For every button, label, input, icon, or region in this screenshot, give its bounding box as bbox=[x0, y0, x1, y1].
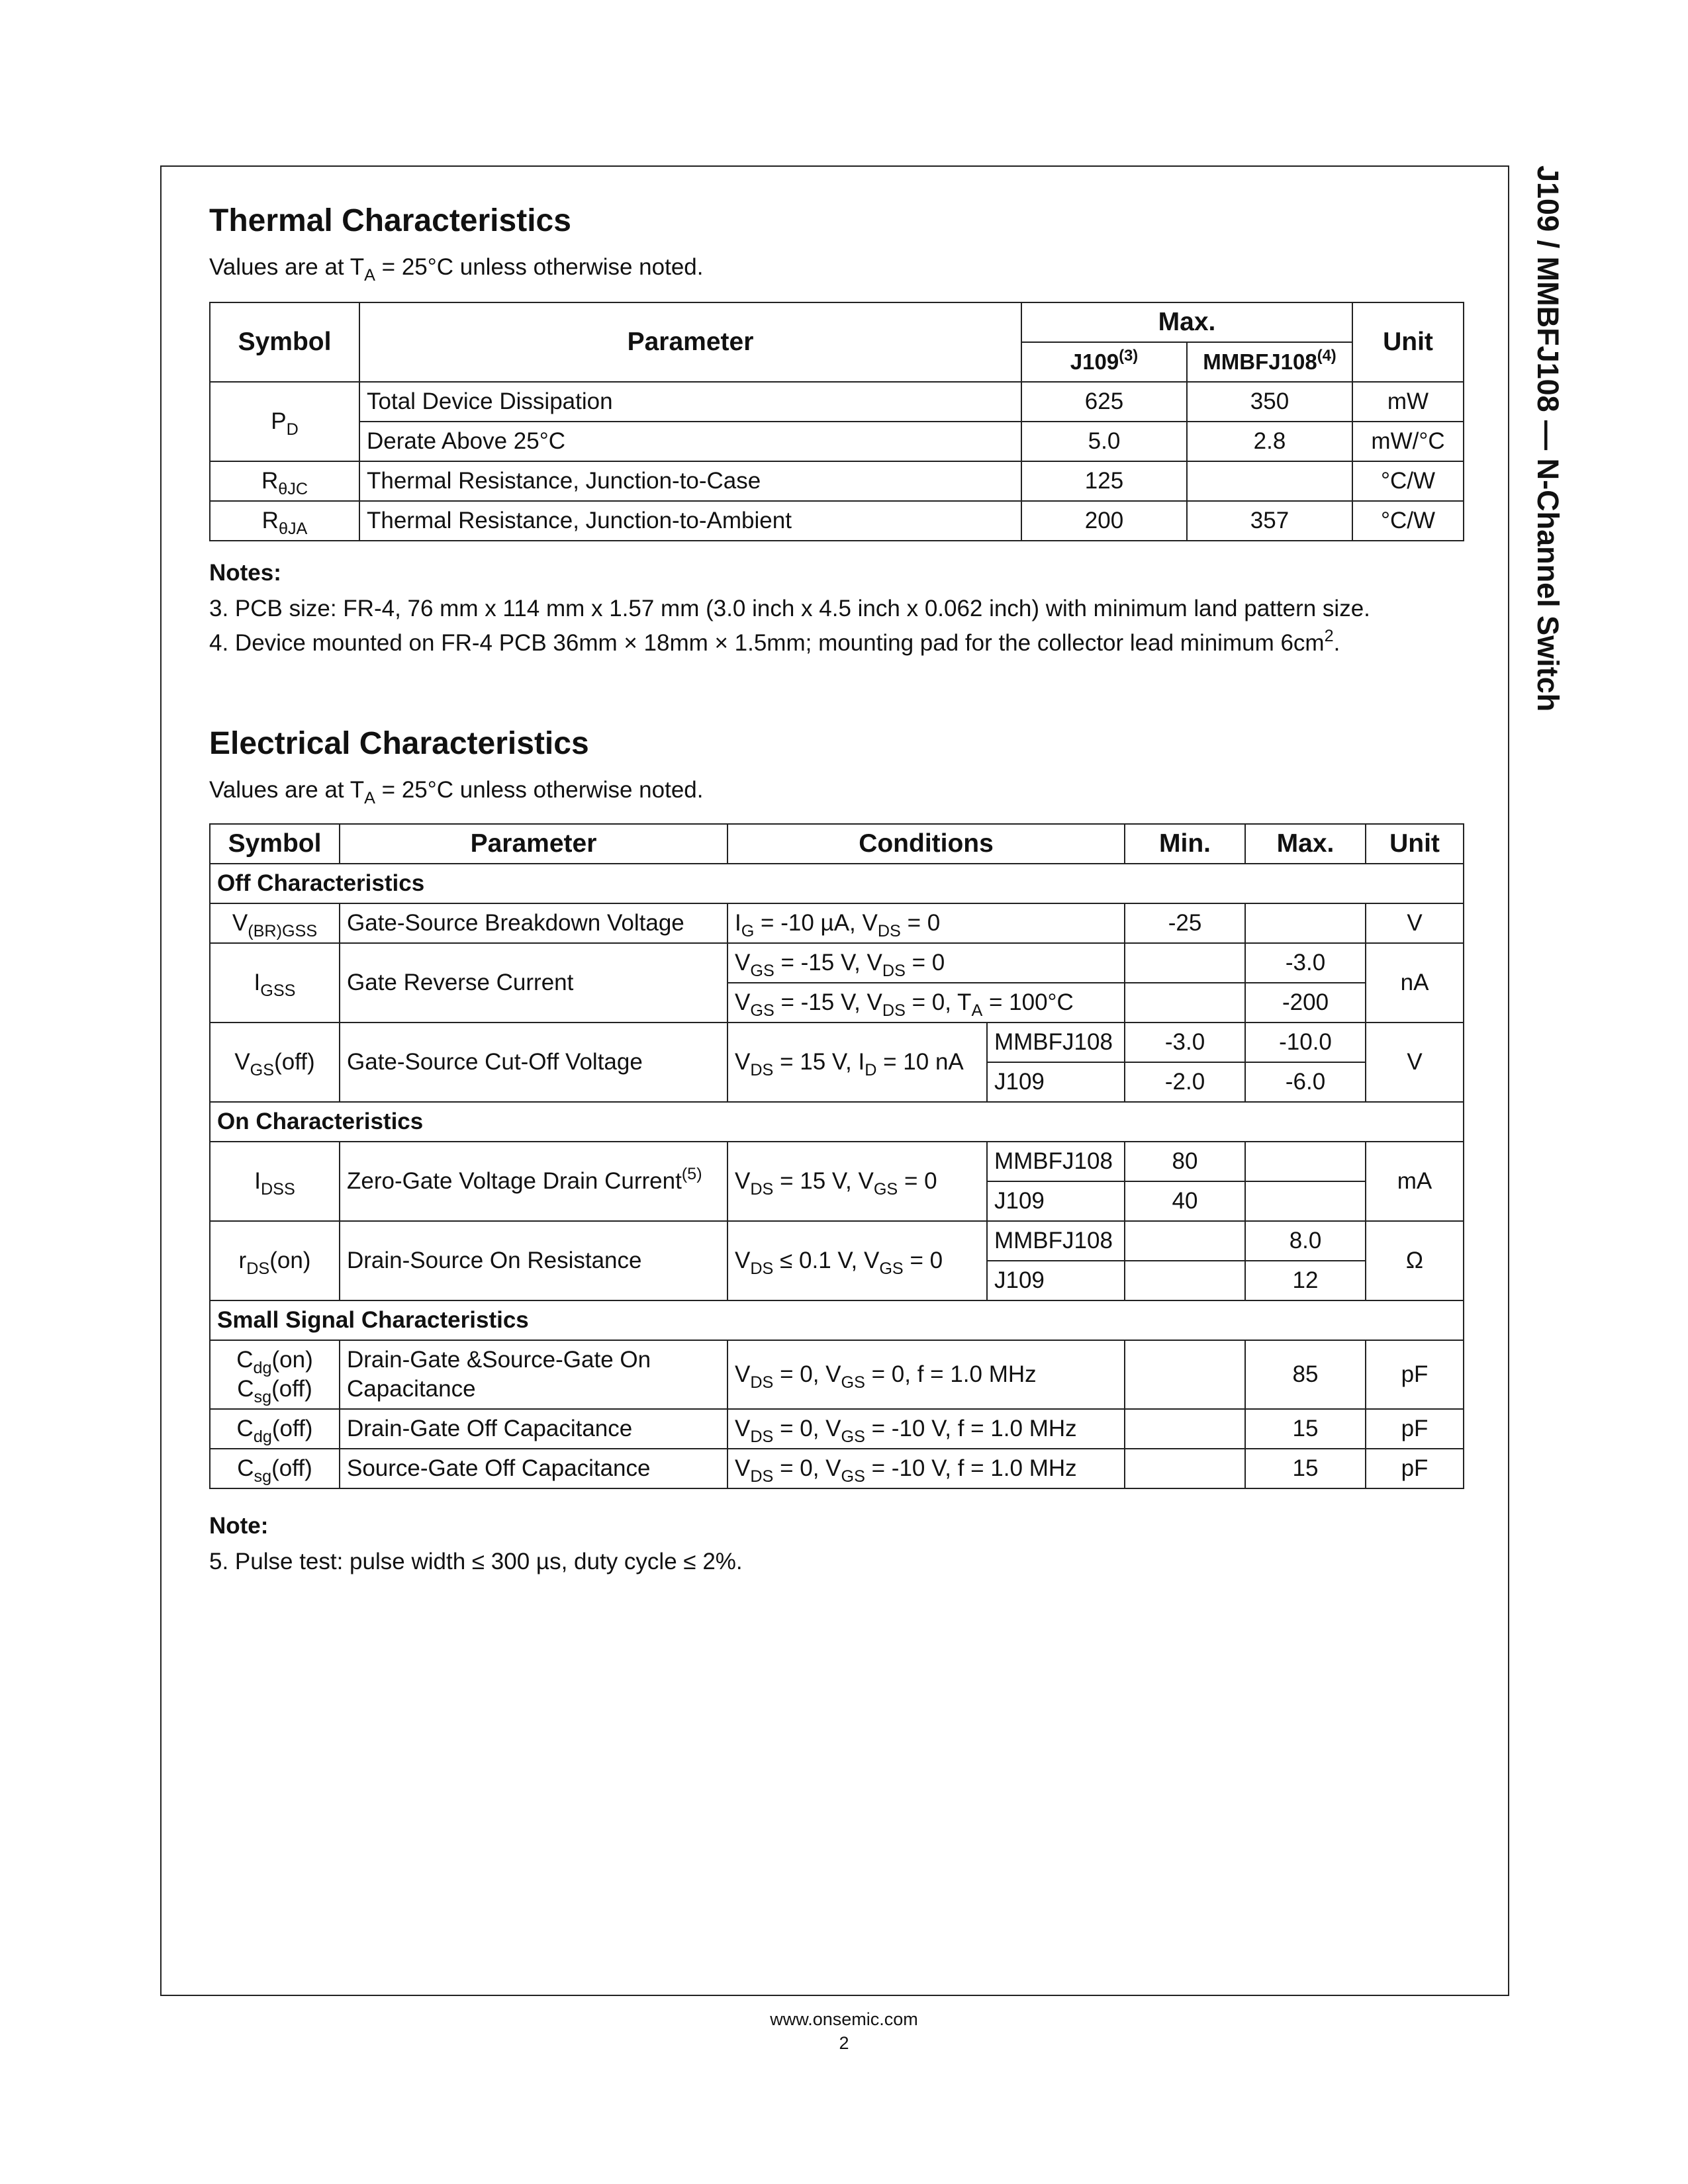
device-cell: MMBFJ108 bbox=[987, 1142, 1125, 1181]
th-symbol: Symbol bbox=[210, 824, 340, 864]
conditions-cell: $V_{GS} = -15$ V, $V_{DS} = 0$, $T_A = 100^\circ C$ bbox=[727, 983, 1125, 1023]
conditions-cell: $I_G = -10$ µA, $V_{DS} = 0$ bbox=[727, 903, 1125, 943]
parameter-cell: Zero-Gate Voltage Drain Current$^{(5)}$ bbox=[340, 1142, 727, 1221]
note-3: 3. PCB size: FR-4, 76 mm x 114 mm x 1.57 mm (3.0 inch x 4.5 inch x 0.062 inch) with minimum land pattern size. bbox=[209, 596, 1370, 621]
th-min: Min. bbox=[1125, 824, 1245, 864]
value-cell: 350 bbox=[1187, 382, 1352, 422]
electrical-condition: Values are at $T_A = 25^\circ C$ unless otherwise noted. bbox=[209, 777, 704, 807]
table-row bbox=[210, 1221, 1464, 1261]
table-row bbox=[210, 943, 1464, 983]
unit-cell: V bbox=[1366, 903, 1464, 943]
thermal-notes-title: Notes: bbox=[209, 560, 281, 586]
unit-cell: V bbox=[1366, 1023, 1464, 1102]
min-cell bbox=[1125, 1449, 1245, 1488]
thermal-title: Thermal Characteristics bbox=[209, 203, 571, 238]
unit-cell: nA bbox=[1366, 943, 1464, 1023]
max-cell: -6.0 bbox=[1245, 1062, 1366, 1102]
symbol-cell: $P_D$ bbox=[210, 382, 359, 461]
max-cell: 85 bbox=[1245, 1340, 1366, 1409]
unit-cell: mA bbox=[1366, 1142, 1464, 1221]
th-parameter: Parameter bbox=[359, 302, 1021, 382]
min-cell: -2.0 bbox=[1125, 1062, 1245, 1102]
value-cell bbox=[1187, 461, 1352, 501]
max-cell: -3.0 bbox=[1245, 943, 1366, 983]
conditions-cell: $V_{DS} = 15$ V, $V_{GS} = 0$ bbox=[727, 1142, 987, 1221]
footer-url: www.onsemic.com bbox=[770, 2009, 918, 2029]
electrical-note-title: Note: bbox=[209, 1513, 269, 1539]
unit-cell: pF bbox=[1366, 1449, 1464, 1488]
th-conditions: Conditions bbox=[727, 824, 1125, 864]
table-row bbox=[210, 461, 1464, 501]
table-row bbox=[210, 903, 1464, 943]
electrical-table bbox=[209, 823, 1464, 1489]
min-cell bbox=[1125, 1261, 1245, 1300]
max-cell: 15 bbox=[1245, 1409, 1366, 1449]
symbol-cell: $C_{dg}(on)$ $C_{sg}(off)$ bbox=[210, 1340, 340, 1409]
parameter-cell: Drain-Gate &Source-Gate On Capacitance bbox=[340, 1340, 727, 1409]
min-cell: -3.0 bbox=[1125, 1023, 1245, 1062]
th-max: Max. bbox=[1021, 302, 1352, 342]
symbol-cell: $C_{dg}(off)$ bbox=[210, 1409, 340, 1449]
min-cell: 40 bbox=[1125, 1181, 1245, 1221]
footer-page-number: 2 bbox=[839, 2033, 849, 2053]
max-cell bbox=[1245, 1142, 1366, 1181]
section-on: On Characteristics bbox=[210, 1102, 1464, 1142]
unit-cell: pF bbox=[1366, 1340, 1464, 1409]
conditions-cell: $V_{DS} = 0$, $V_{GS} = -10$ V, f = 1.0 MHz bbox=[727, 1409, 1125, 1449]
parameter-cell: Total Device Dissipation bbox=[359, 382, 1021, 422]
max-cell: -10.0 bbox=[1245, 1023, 1366, 1062]
min-cell bbox=[1125, 1409, 1245, 1449]
parameter-cell: Gate Reverse Current bbox=[340, 943, 727, 1023]
table-row bbox=[210, 1142, 1464, 1181]
symbol-cell: $V_{GS}(off)$ bbox=[210, 1023, 340, 1102]
unit-cell: Ω bbox=[1366, 1221, 1464, 1300]
device-cell: J109 bbox=[987, 1181, 1125, 1221]
value-cell: 2.8 bbox=[1187, 422, 1352, 461]
max-cell bbox=[1245, 903, 1366, 943]
table-row bbox=[210, 1449, 1464, 1488]
parameter-cell: Drain-Source On Resistance bbox=[340, 1221, 727, 1300]
table-row bbox=[210, 501, 1464, 541]
note-5: 5. Pulse test: pulse width ≤ 300 µs, duty cycle ≤ 2%. bbox=[209, 1549, 743, 1574]
parameter-cell: Gate-Source Cut-Off Voltage bbox=[340, 1023, 727, 1102]
value-cell: 125 bbox=[1021, 461, 1187, 501]
unit-cell: °C/W bbox=[1352, 501, 1464, 541]
table-row bbox=[210, 1409, 1464, 1449]
table-row bbox=[210, 422, 1464, 461]
th-max: Max. bbox=[1245, 824, 1366, 864]
parameter-cell: Gate-Source Breakdown Voltage bbox=[340, 903, 727, 943]
max-cell: 8.0 bbox=[1245, 1221, 1366, 1261]
table-row bbox=[210, 1023, 1464, 1062]
parameter-cell: Source-Gate Off Capacitance bbox=[340, 1449, 727, 1488]
max-cell bbox=[1245, 1181, 1366, 1221]
max-cell: 12 bbox=[1245, 1261, 1366, 1300]
section-off: Off Characteristics bbox=[210, 864, 1464, 903]
symbol-cell: $C_{sg}(off)$ bbox=[210, 1449, 340, 1488]
device-cell: J109 bbox=[987, 1062, 1125, 1102]
symbol-cell: $I_{DSS}$ bbox=[210, 1142, 340, 1221]
electrical-title: Electrical Characteristics bbox=[209, 726, 589, 761]
symbol-cell: $I_{GSS}$ bbox=[210, 943, 340, 1023]
max-cell: -200 bbox=[1245, 983, 1366, 1023]
note-4: 4. Device mounted on FR-4 PCB 36mm × 18mm × 1.5mm; mounting pad for the collector lead minimum $6cm^2$. bbox=[209, 627, 1340, 656]
value-cell: 200 bbox=[1021, 501, 1187, 541]
device-cell: MMBFJ108 bbox=[987, 1023, 1125, 1062]
value-cell: 357 bbox=[1187, 501, 1352, 541]
parameter-cell: Thermal Resistance, Junction-to-Case bbox=[359, 461, 1021, 501]
value-cell: 5.0 bbox=[1021, 422, 1187, 461]
conditions-cell: $V_{DS} = 0$, $V_{GS} = -10$ V, f = 1.0 MHz bbox=[727, 1449, 1125, 1488]
th-unit: Unit bbox=[1352, 302, 1464, 382]
min-cell bbox=[1125, 983, 1245, 1023]
conditions-cell: $V_{GS} = -15$ V, $V_{DS} = 0$ bbox=[727, 943, 1125, 983]
unit-cell: mW/°C bbox=[1352, 422, 1464, 461]
side-title: J109 / MMBFJ108 — N-Channel Switch bbox=[1531, 165, 1565, 712]
th-j109: J109$^{(3)}$ bbox=[1021, 342, 1187, 382]
unit-cell: mW bbox=[1352, 382, 1464, 422]
min-cell bbox=[1125, 943, 1245, 983]
symbol-cell: $R_{\theta JA}$ bbox=[210, 501, 359, 541]
min-cell: -25 bbox=[1125, 903, 1245, 943]
parameter-cell: Drain-Gate Off Capacitance bbox=[340, 1409, 727, 1449]
min-cell bbox=[1125, 1221, 1245, 1261]
value-cell: 625 bbox=[1021, 382, 1187, 422]
th-mmbfj108: MMBFJ108$^{(4)}$ bbox=[1187, 342, 1352, 382]
symbol-cell: $r_{DS}(on)$ bbox=[210, 1221, 340, 1300]
device-cell: J109 bbox=[987, 1261, 1125, 1300]
conditions-cell: $V_{DS} = 15$ V, $I_D = 10$ nA bbox=[727, 1023, 987, 1102]
min-cell bbox=[1125, 1340, 1245, 1409]
unit-cell: °C/W bbox=[1352, 461, 1464, 501]
symbol-cell: $R_{\theta JC}$ bbox=[210, 461, 359, 501]
conditions-cell: $V_{DS} = 0$, $V_{GS} = 0$, f = 1.0 MHz bbox=[727, 1340, 1125, 1409]
min-cell: 80 bbox=[1125, 1142, 1245, 1181]
parameter-cell: Thermal Resistance, Junction-to-Ambient bbox=[359, 501, 1021, 541]
thermal-table bbox=[209, 302, 1464, 541]
th-symbol: Symbol bbox=[210, 302, 359, 382]
unit-cell: pF bbox=[1366, 1409, 1464, 1449]
device-cell: MMBFJ108 bbox=[987, 1221, 1125, 1261]
table-row bbox=[210, 382, 1464, 422]
th-parameter: Parameter bbox=[340, 824, 727, 864]
parameter-cell: Derate Above 25°C bbox=[359, 422, 1021, 461]
th-unit: Unit bbox=[1366, 824, 1464, 864]
max-cell: 15 bbox=[1245, 1449, 1366, 1488]
conditions-cell: $V_{DS} \le 0.1$ V, $V_{GS} = 0$ bbox=[727, 1221, 987, 1300]
symbol-cell: $V_{(BR)GSS}$ bbox=[210, 903, 340, 943]
section-small-signal: Small Signal Characteristics bbox=[210, 1300, 1464, 1340]
table-row bbox=[210, 1340, 1464, 1409]
thermal-condition: Values are at $T_A = 25^\circ C$ unless otherwise noted. bbox=[209, 254, 704, 285]
